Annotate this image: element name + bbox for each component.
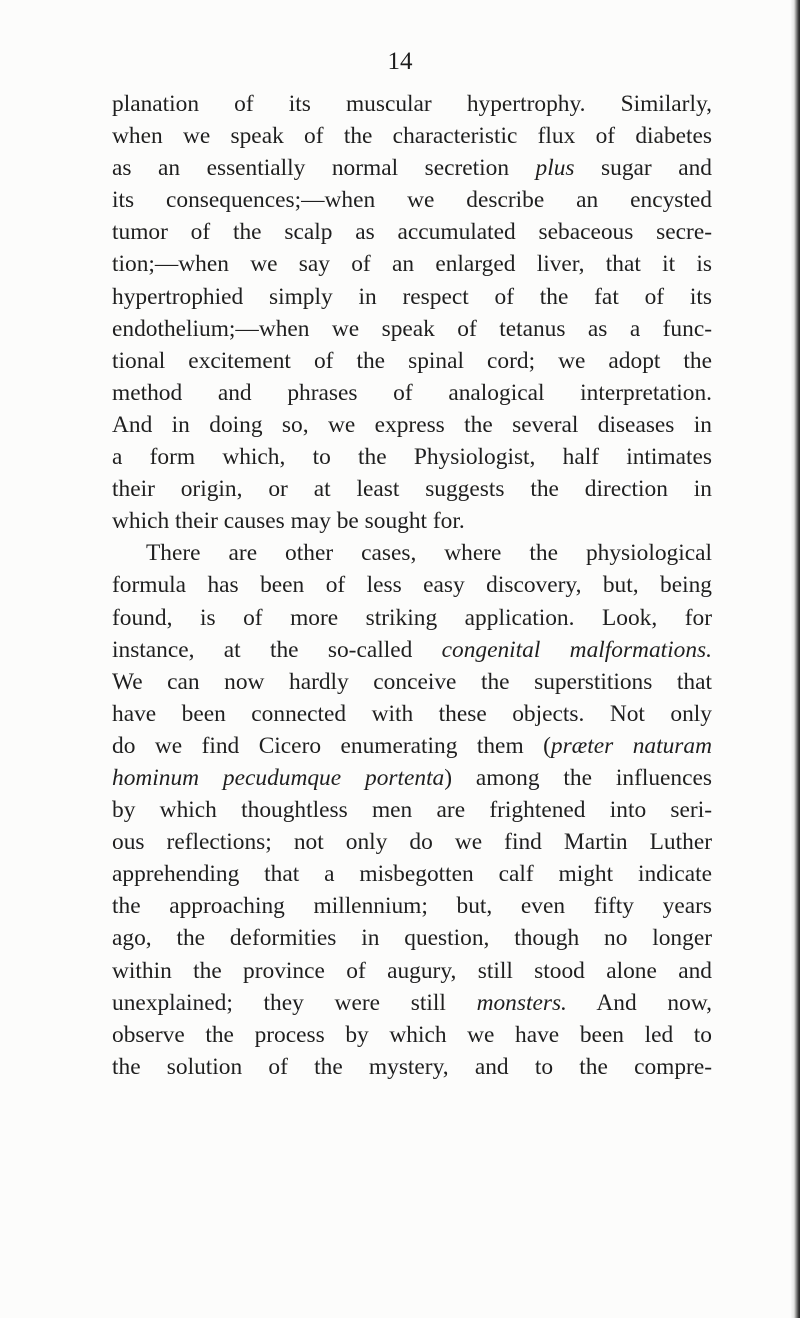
page-number: 14 bbox=[387, 48, 413, 75]
text-line bbox=[112, 184, 712, 216]
text-line bbox=[112, 569, 712, 601]
text-run: observe the process by which we have been led to bbox=[112, 1021, 712, 1048]
text-run: by which thoughtless men are frightened into seri- bbox=[112, 797, 712, 824]
text-run: ous reflections; not only do we find Martin Luther bbox=[112, 829, 712, 856]
text-run: found, is of more striking application. Look, for bbox=[112, 604, 712, 631]
text-run: within the province of augury, still stood alone and bbox=[112, 957, 712, 984]
body-text bbox=[112, 88, 712, 1083]
text-run: instance, at the so-called bbox=[112, 636, 442, 663]
text-line bbox=[112, 409, 712, 441]
text-run: when we speak of the characteristic flux of diabetes bbox=[112, 123, 712, 150]
text-line bbox=[112, 120, 712, 152]
page-edge-shadow bbox=[790, 0, 800, 1318]
text-run: And now, bbox=[566, 989, 712, 1016]
italic-text: congenital malformations. bbox=[441, 636, 712, 663]
text-line bbox=[112, 313, 712, 345]
text-line bbox=[112, 152, 712, 184]
text-run: the solution of the mystery, and to the compre- bbox=[112, 1053, 712, 1080]
text-line bbox=[112, 890, 712, 922]
text-run: do we find Cicero enumerating them ( bbox=[112, 732, 551, 759]
text-line bbox=[112, 537, 712, 569]
text-line bbox=[112, 345, 712, 377]
text-line bbox=[112, 858, 712, 890]
text-line bbox=[112, 377, 712, 409]
text-line bbox=[112, 505, 712, 537]
text-line bbox=[112, 634, 712, 666]
text-line bbox=[112, 473, 712, 505]
text-run: which their causes may be sought for. bbox=[112, 508, 465, 535]
text-run: apprehending that a misbegotten calf might indicate bbox=[112, 861, 712, 888]
italic-text: plus bbox=[535, 155, 575, 182]
text-run: And in doing so, we express the several diseases in bbox=[112, 411, 712, 438]
text-run: ago, the deformities in question, though no longer bbox=[112, 925, 712, 952]
text-run: ) among the influences bbox=[444, 764, 712, 791]
text-run: hypertrophied simply in respect of the fat of its bbox=[112, 283, 712, 310]
text-line bbox=[112, 441, 712, 473]
text-run: There are other cases, where the physiological bbox=[146, 540, 712, 567]
text-run: planation of its muscular hypertrophy. Similarly, bbox=[112, 91, 712, 117]
text-line bbox=[112, 987, 712, 1019]
text-run: as an essentially normal secretion bbox=[112, 155, 536, 182]
text-line bbox=[112, 730, 712, 762]
text-line bbox=[112, 602, 712, 634]
text-line bbox=[112, 216, 712, 248]
text-line bbox=[112, 922, 712, 954]
text-run: their origin, or at least suggests the direction in bbox=[112, 476, 712, 503]
text-run: endothelium;—when we speak of tetanus as a func- bbox=[112, 315, 712, 342]
text-run: its consequences;—when we describe an encysted bbox=[112, 187, 712, 214]
text-run: We can now hardly conceive the superstitions that bbox=[112, 668, 712, 695]
text-run: unexplained; they were still bbox=[112, 989, 477, 1016]
text-run: a form which, to the Physiologist, half intimates bbox=[112, 444, 712, 471]
text-line bbox=[112, 698, 712, 730]
text-line bbox=[112, 248, 712, 280]
text-line bbox=[112, 955, 712, 987]
italic-text: hominum pecudumque portenta bbox=[112, 764, 445, 791]
text-line bbox=[112, 826, 712, 858]
italic-text: præter naturam bbox=[550, 732, 712, 759]
text-line bbox=[112, 762, 712, 794]
text-line bbox=[112, 666, 712, 698]
text-line bbox=[112, 1019, 712, 1051]
text-line bbox=[112, 281, 712, 313]
text-run: formula has been of less easy discovery, but, being bbox=[112, 572, 712, 599]
text-run: tumor of the scalp as accumulated sebaceous secre- bbox=[112, 219, 712, 246]
text-run: have been connected with these objects. Not only bbox=[112, 700, 712, 727]
text-line bbox=[112, 794, 712, 826]
text-run: tional excitement of the spinal cord; we adopt the bbox=[112, 347, 712, 374]
text-run: the approaching millennium; but, even fifty years bbox=[112, 893, 712, 920]
text-run: tion;—when we say of an enlarged liver, that it is bbox=[112, 251, 712, 278]
text-line bbox=[112, 88, 712, 120]
italic-text: monsters. bbox=[476, 989, 567, 1016]
text-run: sugar and bbox=[574, 155, 712, 182]
text-line bbox=[112, 1051, 712, 1083]
text-run: method and phrases of analogical interpretation. bbox=[112, 379, 712, 406]
